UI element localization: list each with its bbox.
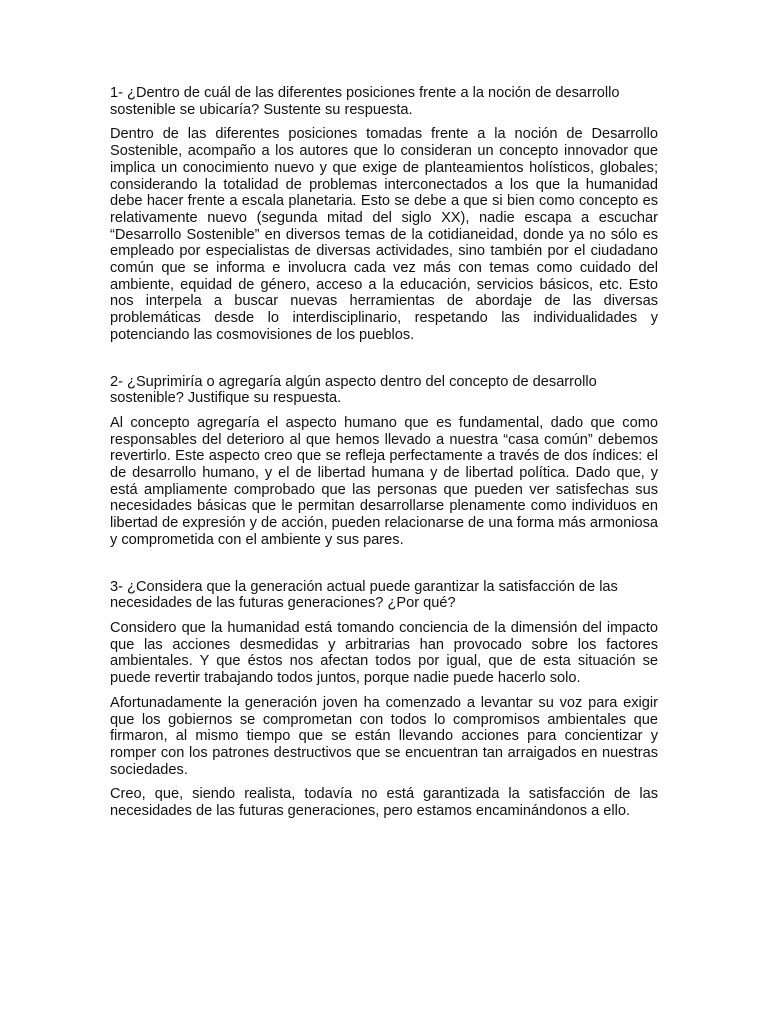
section-3 [110, 579, 658, 820]
answer-3-paragraph-2: Afortunadamente la generación joven ha comenzado a levantar su voz para exigir que los gobiernos se comprometan con todos lo compromisos ambientales que firmaron, al mismo tiempo que se están llevando acciones para concientizar y romper con los patrones destructivos que se encuentran tan arraigados en nuestras sociedades. [110, 694, 658, 778]
answer-3-paragraph-3: Creo, que, siendo realista, todavía no está garantizada la satisfacción de las necesidades de las futuras generaciones, pero estamos encaminándonos a ello. [110, 786, 658, 820]
question-1: 1- ¿Dentro de cuál de las diferentes posiciones frente a la noción de desarrollo sostenible se ubicaría? Sustente su respuesta. [110, 85, 620, 118]
answer-3-paragraph-1: Considero que la humanidad está tomando conciencia de la dimensión del impacto que las acciones desmedidas y arbitrarias han provocado sobre los factores ambientales. Y que éstos nos afectan todos por igual, que de esta situación se puede revertir trabajando todos juntos, porque nadie puede hacerlo solo. [110, 619, 658, 687]
question-3: 3- ¿Considera que la generación actual puede garantizar la satisfacción de las necesidades de las futuras generaciones? ¿Por qué? [110, 578, 618, 612]
section-1 [110, 85, 658, 344]
section-2 [110, 374, 658, 549]
question-2: 2- ¿Suprimiría o agregaría algún aspecto dentro del concepto de desarrollo sostenible? Justifique su respuesta. [110, 373, 597, 407]
answer-1-paragraph-1: Dentro de las diferentes posiciones tomadas frente a la noción de Desarrollo Sostenible, acompaño a los autores que lo consideran un concepto innovador que implica un conocimiento nuevo y que exige de planteamientos holísticos, globales; considerando la totalidad de problemas interconectados a los que la humanidad debe hacer frente a escala planetaria. Esto se debe a que si bien como concepto es relativamente nuevo (segunda mitad del siglo XX), nadie escapa a escuchar “Desarrollo Sostenible” en diversos temas de la cotidianeidad, donde ya no sólo es empleado por especialistas de diversas actividades, sino también por el ciudadano común que se informa e involucra cada vez más con temas como cuidado del ambiente, equidad de género, acceso a la educación, servicios básicos, etc. Esto nos interpela a buscar nuevas herramientas de abordaje de las diversas problemáticas desde lo interdisciplinario, respetando las individualidades y potenciando las cosmovisiones de los pueblos. [110, 126, 658, 343]
answer-2-paragraph-1: Al concepto agregaría el aspecto humano que es fundamental, dado que como responsables del deterioro al que hemos llevado a nuestra “casa común” debemos revertirlo. Este aspecto creo que se refleja perfectamente a través de dos índices: el de desarrollo humano, y el de libertad humana y de libertad política. Dado que, y está ampliamente comprobado que las personas que pueden ver satisfechas sus necesidades básicas que le permitan desarrollarse plenamente como individuos en libertad de expresión y de acción, pueden relacionarse de una forma más armoniosa y comprometida con el ambiente y sus pares. [110, 414, 658, 548]
document-page [110, 85, 658, 828]
